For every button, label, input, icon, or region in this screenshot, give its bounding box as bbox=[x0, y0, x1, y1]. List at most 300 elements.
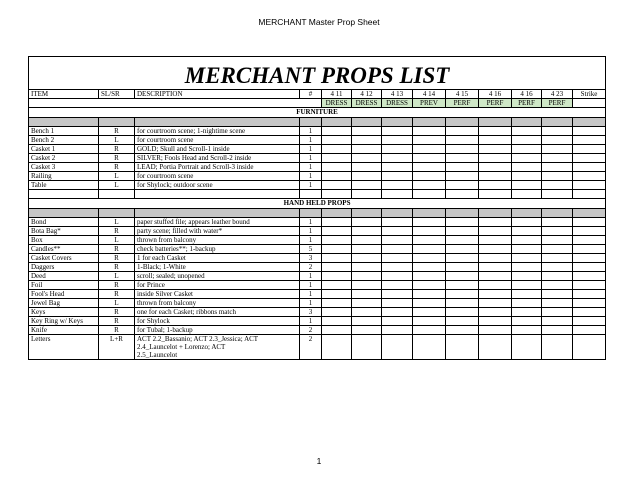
date-cell bbox=[322, 263, 352, 272]
column-header: # bbox=[300, 90, 322, 99]
date-cell bbox=[352, 254, 382, 263]
date-cell bbox=[479, 263, 512, 272]
date-cell bbox=[413, 290, 446, 299]
table-row bbox=[29, 281, 606, 290]
date-cell bbox=[322, 299, 352, 308]
item-cell: Casket Covers bbox=[29, 254, 99, 263]
description-cell: for Prince bbox=[135, 281, 300, 290]
date-cell bbox=[382, 181, 413, 190]
performance-tag: PERF bbox=[479, 99, 512, 108]
performance-tag: PERF bbox=[512, 99, 542, 108]
date-cell bbox=[542, 218, 573, 227]
date-cell bbox=[446, 272, 479, 281]
date-cell bbox=[352, 181, 382, 190]
column-header: 4 15 bbox=[446, 90, 479, 99]
date-cell bbox=[322, 218, 352, 227]
date-cell bbox=[322, 308, 352, 317]
date-cell bbox=[573, 299, 606, 308]
date-cell bbox=[512, 281, 542, 290]
date-cell bbox=[382, 290, 413, 299]
side-cell: R bbox=[99, 227, 135, 236]
date-cell bbox=[542, 163, 573, 172]
date-cell bbox=[479, 172, 512, 181]
date-cell bbox=[573, 227, 606, 236]
item-cell: Table bbox=[29, 181, 99, 190]
date-cell bbox=[512, 136, 542, 145]
date-cell bbox=[413, 181, 446, 190]
description-cell: one for each Casket; ribbons match bbox=[135, 308, 300, 317]
quantity-cell: 2 bbox=[300, 335, 322, 360]
section-title-row bbox=[29, 199, 606, 209]
date-cell bbox=[512, 245, 542, 254]
side-cell: L bbox=[99, 136, 135, 145]
date-cell bbox=[542, 308, 573, 317]
table-row bbox=[29, 245, 606, 254]
date-cell bbox=[446, 308, 479, 317]
table-row bbox=[29, 218, 606, 227]
empty-cell bbox=[479, 190, 512, 199]
date-cell bbox=[542, 172, 573, 181]
table-row bbox=[29, 227, 606, 236]
description-cell: for Tubal; 1-backup bbox=[135, 326, 300, 335]
side-cell: L bbox=[99, 236, 135, 245]
item-cell: Railing bbox=[29, 172, 99, 181]
table-row bbox=[29, 272, 606, 281]
date-cell bbox=[322, 236, 352, 245]
quantity-cell: 5 bbox=[300, 245, 322, 254]
date-cell bbox=[542, 254, 573, 263]
description-cell: thrown from balcony bbox=[135, 299, 300, 308]
date-cell bbox=[382, 218, 413, 227]
item-cell: Key Ring w/ Keys bbox=[29, 317, 99, 326]
quantity-cell: 1 bbox=[300, 272, 322, 281]
empty-cell bbox=[135, 190, 300, 199]
date-cell bbox=[479, 281, 512, 290]
shaded-cell bbox=[413, 209, 446, 218]
date-cell bbox=[573, 326, 606, 335]
item-cell: Fool's Head bbox=[29, 290, 99, 299]
date-cell bbox=[322, 172, 352, 181]
empty-cell bbox=[512, 190, 542, 199]
date-cell bbox=[413, 127, 446, 136]
date-cell bbox=[542, 299, 573, 308]
table-row bbox=[29, 317, 606, 326]
date-cell bbox=[446, 172, 479, 181]
date-cell bbox=[542, 245, 573, 254]
shaded-cell bbox=[322, 118, 352, 127]
date-cell bbox=[479, 317, 512, 326]
quantity-cell: 1 bbox=[300, 290, 322, 299]
table-row bbox=[29, 136, 606, 145]
shaded-cell bbox=[352, 209, 382, 218]
date-cell bbox=[382, 281, 413, 290]
date-cell bbox=[382, 172, 413, 181]
item-cell: Bench 1 bbox=[29, 127, 99, 136]
empty-cell bbox=[322, 190, 352, 199]
date-cell bbox=[413, 163, 446, 172]
shaded-cell bbox=[352, 118, 382, 127]
date-cell bbox=[542, 227, 573, 236]
date-cell bbox=[446, 145, 479, 154]
shaded-cell bbox=[322, 209, 352, 218]
date-cell bbox=[413, 317, 446, 326]
date-cell bbox=[479, 236, 512, 245]
date-cell bbox=[352, 218, 382, 227]
date-cell bbox=[382, 154, 413, 163]
date-cell bbox=[352, 154, 382, 163]
date-cell bbox=[479, 254, 512, 263]
date-cell bbox=[512, 172, 542, 181]
date-cell bbox=[352, 281, 382, 290]
shaded-cell bbox=[135, 118, 300, 127]
table-row bbox=[29, 154, 606, 163]
date-cell bbox=[542, 127, 573, 136]
table-row bbox=[29, 145, 606, 154]
date-cell bbox=[542, 281, 573, 290]
date-cell bbox=[479, 127, 512, 136]
item-cell: Bench 2 bbox=[29, 136, 99, 145]
description-cell: SILVER; Fools Head and Scroll-2 inside bbox=[135, 154, 300, 163]
performance-tag-row bbox=[29, 99, 606, 108]
side-cell: R bbox=[99, 263, 135, 272]
date-cell bbox=[382, 136, 413, 145]
table-row bbox=[29, 263, 606, 272]
date-cell bbox=[479, 290, 512, 299]
performance-tag: PERF bbox=[446, 99, 479, 108]
item-cell: Deed bbox=[29, 272, 99, 281]
side-cell: L bbox=[99, 299, 135, 308]
page-header: MERCHANT Master Prop Sheet bbox=[258, 17, 380, 27]
shaded-cell bbox=[542, 209, 573, 218]
shaded-cell bbox=[99, 118, 135, 127]
empty-cell bbox=[29, 190, 99, 199]
column-header: 4 16 bbox=[512, 90, 542, 99]
date-cell bbox=[512, 317, 542, 326]
quantity-cell: 1 bbox=[300, 136, 322, 145]
description-cell: 1-Black; 1-White bbox=[135, 263, 300, 272]
date-cell bbox=[542, 154, 573, 163]
item-cell: Casket 1 bbox=[29, 145, 99, 154]
date-cell bbox=[413, 335, 446, 360]
date-cell bbox=[322, 145, 352, 154]
description-line: 2.4_Launcelot + Lorenzo; ACT bbox=[137, 343, 226, 351]
date-cell bbox=[413, 308, 446, 317]
date-cell bbox=[512, 227, 542, 236]
date-cell bbox=[512, 272, 542, 281]
date-cell bbox=[446, 335, 479, 360]
date-cell bbox=[322, 163, 352, 172]
date-cell bbox=[512, 145, 542, 154]
date-cell bbox=[413, 236, 446, 245]
date-cell bbox=[479, 299, 512, 308]
item-cell: Box bbox=[29, 236, 99, 245]
date-cell bbox=[352, 227, 382, 236]
date-cell bbox=[446, 236, 479, 245]
date-cell bbox=[573, 136, 606, 145]
date-cell bbox=[542, 136, 573, 145]
date-cell bbox=[352, 172, 382, 181]
quantity-cell: 1 bbox=[300, 154, 322, 163]
date-cell bbox=[479, 181, 512, 190]
date-cell bbox=[352, 163, 382, 172]
shaded-cell bbox=[135, 209, 300, 218]
date-cell bbox=[382, 236, 413, 245]
shaded-cell bbox=[382, 209, 413, 218]
date-cell bbox=[512, 290, 542, 299]
date-cell bbox=[446, 299, 479, 308]
date-cell bbox=[542, 272, 573, 281]
shaded-cell bbox=[512, 209, 542, 218]
date-cell bbox=[573, 335, 606, 360]
date-cell bbox=[479, 227, 512, 236]
date-cell bbox=[382, 272, 413, 281]
column-header-row bbox=[29, 90, 606, 99]
date-cell bbox=[573, 181, 606, 190]
performance-tag: DRESS bbox=[382, 99, 413, 108]
date-cell bbox=[413, 145, 446, 154]
date-cell bbox=[512, 263, 542, 272]
date-cell bbox=[479, 326, 512, 335]
quantity-cell: 2 bbox=[300, 326, 322, 335]
date-cell bbox=[382, 254, 413, 263]
side-cell: L bbox=[99, 272, 135, 281]
table-row bbox=[29, 254, 606, 263]
date-cell bbox=[479, 154, 512, 163]
empty-cell bbox=[573, 99, 606, 108]
side-cell: R bbox=[99, 245, 135, 254]
date-cell bbox=[512, 163, 542, 172]
table-row bbox=[29, 172, 606, 181]
item-cell: Candles** bbox=[29, 245, 99, 254]
description-line: ACT 2.2_Bassanio; ACT 2.3_Jessica; ACT bbox=[137, 335, 259, 343]
item-cell: Knife bbox=[29, 326, 99, 335]
date-cell bbox=[573, 127, 606, 136]
date-cell bbox=[573, 317, 606, 326]
side-cell: L bbox=[99, 172, 135, 181]
item-cell: Bond bbox=[29, 218, 99, 227]
side-cell: L+R bbox=[99, 335, 135, 360]
description-cell bbox=[135, 335, 300, 360]
quantity-cell: 1 bbox=[300, 172, 322, 181]
date-cell bbox=[542, 145, 573, 154]
date-cell bbox=[446, 245, 479, 254]
date-cell bbox=[382, 227, 413, 236]
description-cell: 1 for each Casket bbox=[135, 254, 300, 263]
description-cell: for courtroom scene; 1-nightime scene bbox=[135, 127, 300, 136]
table-row bbox=[29, 236, 606, 245]
date-cell bbox=[573, 163, 606, 172]
section-gray-row bbox=[29, 118, 606, 127]
description-cell: for Shylock; outdoor scene bbox=[135, 181, 300, 190]
shaded-cell bbox=[413, 118, 446, 127]
date-cell bbox=[573, 145, 606, 154]
section-title: FURNITURE bbox=[29, 108, 606, 118]
sheet-title: MERCHANT PROPS LIST bbox=[29, 57, 606, 90]
date-cell bbox=[322, 281, 352, 290]
table-row bbox=[29, 127, 606, 136]
date-cell bbox=[352, 236, 382, 245]
date-cell bbox=[352, 326, 382, 335]
empty-cell bbox=[446, 190, 479, 199]
date-cell bbox=[446, 163, 479, 172]
date-cell bbox=[573, 308, 606, 317]
date-cell bbox=[382, 263, 413, 272]
blank-row bbox=[29, 190, 606, 199]
date-cell bbox=[542, 236, 573, 245]
description-line: 2.5_Launcelot bbox=[137, 351, 178, 359]
quantity-cell: 1 bbox=[300, 299, 322, 308]
empty-cell bbox=[352, 190, 382, 199]
side-cell: R bbox=[99, 308, 135, 317]
date-cell bbox=[446, 218, 479, 227]
side-cell: R bbox=[99, 163, 135, 172]
description-cell: LEAD; Portia Portrait and Scroll-3 inside bbox=[135, 163, 300, 172]
date-cell bbox=[352, 335, 382, 360]
item-cell: Bota Bag* bbox=[29, 227, 99, 236]
date-cell bbox=[322, 326, 352, 335]
table-row bbox=[29, 326, 606, 335]
date-cell bbox=[413, 154, 446, 163]
column-header: SL/SR bbox=[99, 90, 135, 99]
description-cell: for Shylock bbox=[135, 317, 300, 326]
date-cell bbox=[352, 317, 382, 326]
date-cell bbox=[413, 254, 446, 263]
date-cell bbox=[322, 272, 352, 281]
date-cell bbox=[573, 290, 606, 299]
date-cell bbox=[382, 163, 413, 172]
date-cell bbox=[322, 317, 352, 326]
date-cell bbox=[542, 335, 573, 360]
date-cell bbox=[322, 335, 352, 360]
side-cell: L bbox=[99, 181, 135, 190]
quantity-cell: 1 bbox=[300, 127, 322, 136]
date-cell bbox=[542, 326, 573, 335]
empty-cell bbox=[300, 190, 322, 199]
date-cell bbox=[352, 136, 382, 145]
date-cell bbox=[322, 245, 352, 254]
date-cell bbox=[382, 326, 413, 335]
date-cell bbox=[446, 254, 479, 263]
date-cell bbox=[352, 263, 382, 272]
column-header: 4 23 bbox=[542, 90, 573, 99]
date-cell bbox=[413, 172, 446, 181]
date-cell bbox=[479, 245, 512, 254]
date-cell bbox=[413, 263, 446, 272]
shaded-cell bbox=[542, 118, 573, 127]
date-cell bbox=[512, 154, 542, 163]
column-header: 4 13 bbox=[382, 90, 413, 99]
side-cell: R bbox=[99, 317, 135, 326]
empty-cell bbox=[99, 190, 135, 199]
date-cell bbox=[322, 290, 352, 299]
column-header: 4 16 bbox=[479, 90, 512, 99]
column-header: 4 14 bbox=[413, 90, 446, 99]
date-cell bbox=[446, 227, 479, 236]
table-row bbox=[29, 181, 606, 190]
date-cell bbox=[446, 136, 479, 145]
description-cell: thrown from balcony bbox=[135, 236, 300, 245]
date-cell bbox=[382, 308, 413, 317]
description-cell: for courtroom scene bbox=[135, 172, 300, 181]
date-cell bbox=[479, 163, 512, 172]
column-header: Strike bbox=[573, 90, 606, 99]
description-cell: paper stuffed file; appears leather bound bbox=[135, 218, 300, 227]
date-cell bbox=[479, 272, 512, 281]
date-cell bbox=[413, 281, 446, 290]
shaded-cell bbox=[99, 209, 135, 218]
date-cell bbox=[512, 127, 542, 136]
side-cell: R bbox=[99, 154, 135, 163]
date-cell bbox=[322, 154, 352, 163]
quantity-cell: 1 bbox=[300, 236, 322, 245]
shaded-cell bbox=[573, 209, 606, 218]
empty-cell bbox=[382, 190, 413, 199]
date-cell bbox=[413, 218, 446, 227]
shaded-cell bbox=[29, 209, 99, 218]
date-cell bbox=[573, 272, 606, 281]
date-cell bbox=[352, 127, 382, 136]
date-cell bbox=[352, 299, 382, 308]
description-cell: inside Silver Casket bbox=[135, 290, 300, 299]
item-cell: Daggers bbox=[29, 263, 99, 272]
performance-tag: DRESS bbox=[322, 99, 352, 108]
quantity-cell: 3 bbox=[300, 308, 322, 317]
shaded-cell bbox=[300, 209, 322, 218]
date-cell bbox=[382, 299, 413, 308]
date-cell bbox=[479, 136, 512, 145]
shaded-cell bbox=[512, 118, 542, 127]
date-cell bbox=[446, 326, 479, 335]
section-title-row bbox=[29, 108, 606, 118]
description-cell: check batteries**; 1-backup bbox=[135, 245, 300, 254]
date-cell bbox=[479, 335, 512, 360]
date-cell bbox=[512, 308, 542, 317]
date-cell bbox=[413, 272, 446, 281]
shaded-cell bbox=[479, 118, 512, 127]
date-cell bbox=[352, 290, 382, 299]
shaded-cell bbox=[479, 209, 512, 218]
description-cell: GOLD; Skull and Scroll-1 inside bbox=[135, 145, 300, 154]
description-cell: scroll; sealed; unopened bbox=[135, 272, 300, 281]
date-cell bbox=[382, 335, 413, 360]
date-cell bbox=[512, 335, 542, 360]
date-cell bbox=[573, 218, 606, 227]
shaded-cell bbox=[446, 118, 479, 127]
section-title: HAND HELD PROPS bbox=[29, 199, 606, 209]
date-cell bbox=[446, 181, 479, 190]
date-cell bbox=[352, 145, 382, 154]
date-cell bbox=[542, 181, 573, 190]
side-cell: R bbox=[99, 254, 135, 263]
quantity-cell: 1 bbox=[300, 227, 322, 236]
date-cell bbox=[382, 127, 413, 136]
date-cell bbox=[352, 245, 382, 254]
column-header: DESCRIPTION bbox=[135, 90, 300, 99]
props-table bbox=[28, 56, 606, 360]
shaded-cell bbox=[29, 118, 99, 127]
date-cell bbox=[322, 181, 352, 190]
quantity-cell: 1 bbox=[300, 281, 322, 290]
side-cell: R bbox=[99, 290, 135, 299]
shaded-cell bbox=[573, 118, 606, 127]
item-cell: Keys bbox=[29, 308, 99, 317]
item-cell: Jewel Bag bbox=[29, 299, 99, 308]
date-cell bbox=[512, 326, 542, 335]
table-row bbox=[29, 299, 606, 308]
date-cell bbox=[573, 154, 606, 163]
date-cell bbox=[413, 326, 446, 335]
date-cell bbox=[479, 308, 512, 317]
